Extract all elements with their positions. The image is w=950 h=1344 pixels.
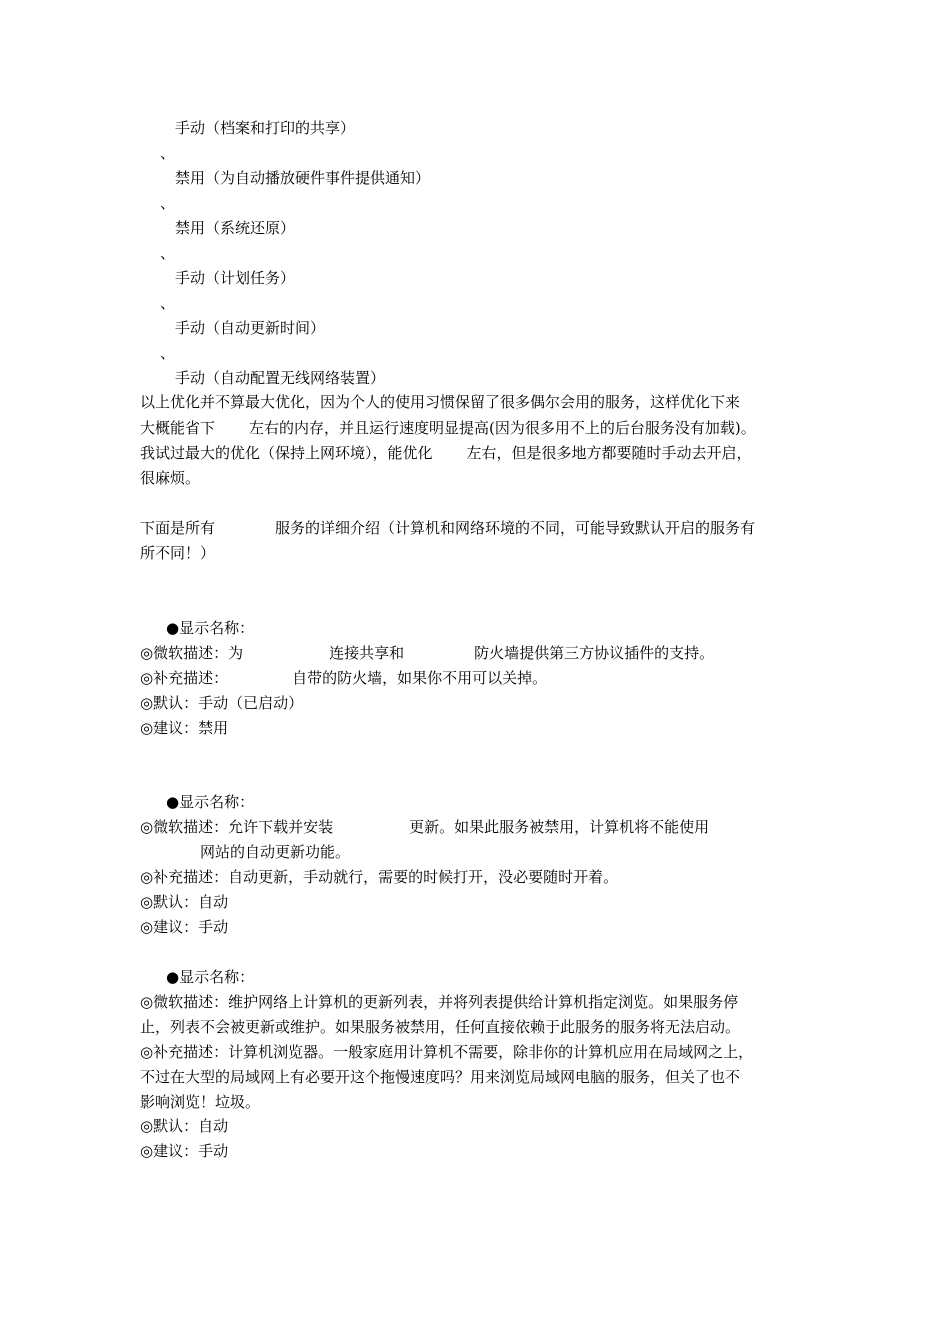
entry-description	[140, 643, 714, 663]
intro-text: 服务的详细介绍（计算机和网络环境的不同，可能导致默认开启的服务有	[275, 519, 756, 537]
entry-suggest: ◎建议：手动	[140, 1142, 229, 1160]
separator-mark: 、	[160, 294, 176, 312]
entry-description	[140, 817, 709, 837]
intro-line	[140, 518, 755, 538]
summary-line: 以上优化并不算最大优化，因为个人的使用习惯保留了很多偶尔会用的服务，这样优化下来	[140, 393, 741, 411]
entry-extra: ◎补充描述：自动更新，手动就行，需要的时候打开，没必要随时开着。	[140, 868, 619, 886]
entry-text: 连接共享和	[329, 644, 405, 662]
entry-extra: 不过在大型的局域网上有必要开这个拖慢速度吗？用来浏览局域网电脑的服务，但关了也不	[140, 1068, 741, 1086]
entry-display-name: ●显示名称：	[166, 968, 255, 986]
intro-text: 下面是所有	[140, 519, 216, 537]
separator-mark: 、	[160, 344, 176, 362]
entry-text: ◎补充描述：	[140, 669, 229, 687]
entry-suggest: ◎建议：手动	[140, 918, 229, 936]
entry-suggest: ◎建议：禁用	[140, 719, 229, 737]
entry-extra	[140, 668, 547, 688]
intro-line: 所不同！）	[140, 544, 216, 562]
separator-mark: 、	[160, 244, 176, 262]
service-item: 禁用（系统还原）	[175, 219, 296, 237]
entry-description: 止，列表不会被更新或维护。如果服务被禁用，任何直接依赖于此服务的服务将无法启动。	[140, 1018, 741, 1036]
entry-extra: 影响浏览！垃圾。	[140, 1093, 261, 1111]
separator-mark: 、	[160, 144, 176, 162]
entry-text: 自带的防火墙，如果你不用可以关掉。	[292, 669, 548, 687]
summary-text: 左右的内存，并且运行速度明显提高(因为很多用不上的后台服务没有加载)。	[249, 419, 756, 437]
summary-line	[140, 418, 756, 438]
summary-line	[140, 443, 752, 463]
entry-display-name: ●显示名称：	[166, 619, 255, 637]
entry-extra: ◎补充描述：计算机浏览器。一般家庭用计算机不需要，除非你的计算机应用在局域网之上，	[140, 1043, 754, 1061]
summary-text: 我试过最大的优化（保持上网环境），能优化	[140, 444, 433, 462]
service-item: 禁用（为自动播放硬件事件提供通知）	[175, 169, 431, 187]
entry-text: ◎微软描述：为	[140, 644, 244, 662]
summary-text: 左右，但是很多地方都要随时手动去开启，	[466, 444, 752, 462]
entry-text: 防火墙提供第三方协议插件的支持。	[474, 644, 715, 662]
entry-default: ◎默认：手动（已启动）	[140, 694, 304, 712]
entry-text: ◎微软描述：允许下载并安装	[140, 818, 334, 836]
summary-line: 很麻烦。	[140, 469, 201, 487]
summary-text: 大概能省下	[140, 419, 216, 437]
entry-display-name: ●显示名称：	[166, 793, 255, 811]
entry-text: 更新。如果此服务被禁用，计算机将不能使用	[409, 818, 710, 836]
entry-description-cont: 网站的自动更新功能。	[200, 843, 351, 861]
service-item: 手动（自动更新时间）	[175, 319, 326, 337]
service-item: 手动（计划任务）	[175, 269, 296, 287]
service-item: 手动（档案和打印的共享）	[175, 119, 356, 137]
separator-mark: 、	[160, 194, 176, 212]
entry-default: ◎默认：自动	[140, 1117, 229, 1135]
entry-description: ◎微软描述：维护网络上计算机的更新列表，并将列表提供给计算机指定浏览。如果服务停	[140, 993, 739, 1011]
entry-default: ◎默认：自动	[140, 893, 229, 911]
service-item: 手动（自动配置无线网络装置）	[175, 369, 386, 387]
